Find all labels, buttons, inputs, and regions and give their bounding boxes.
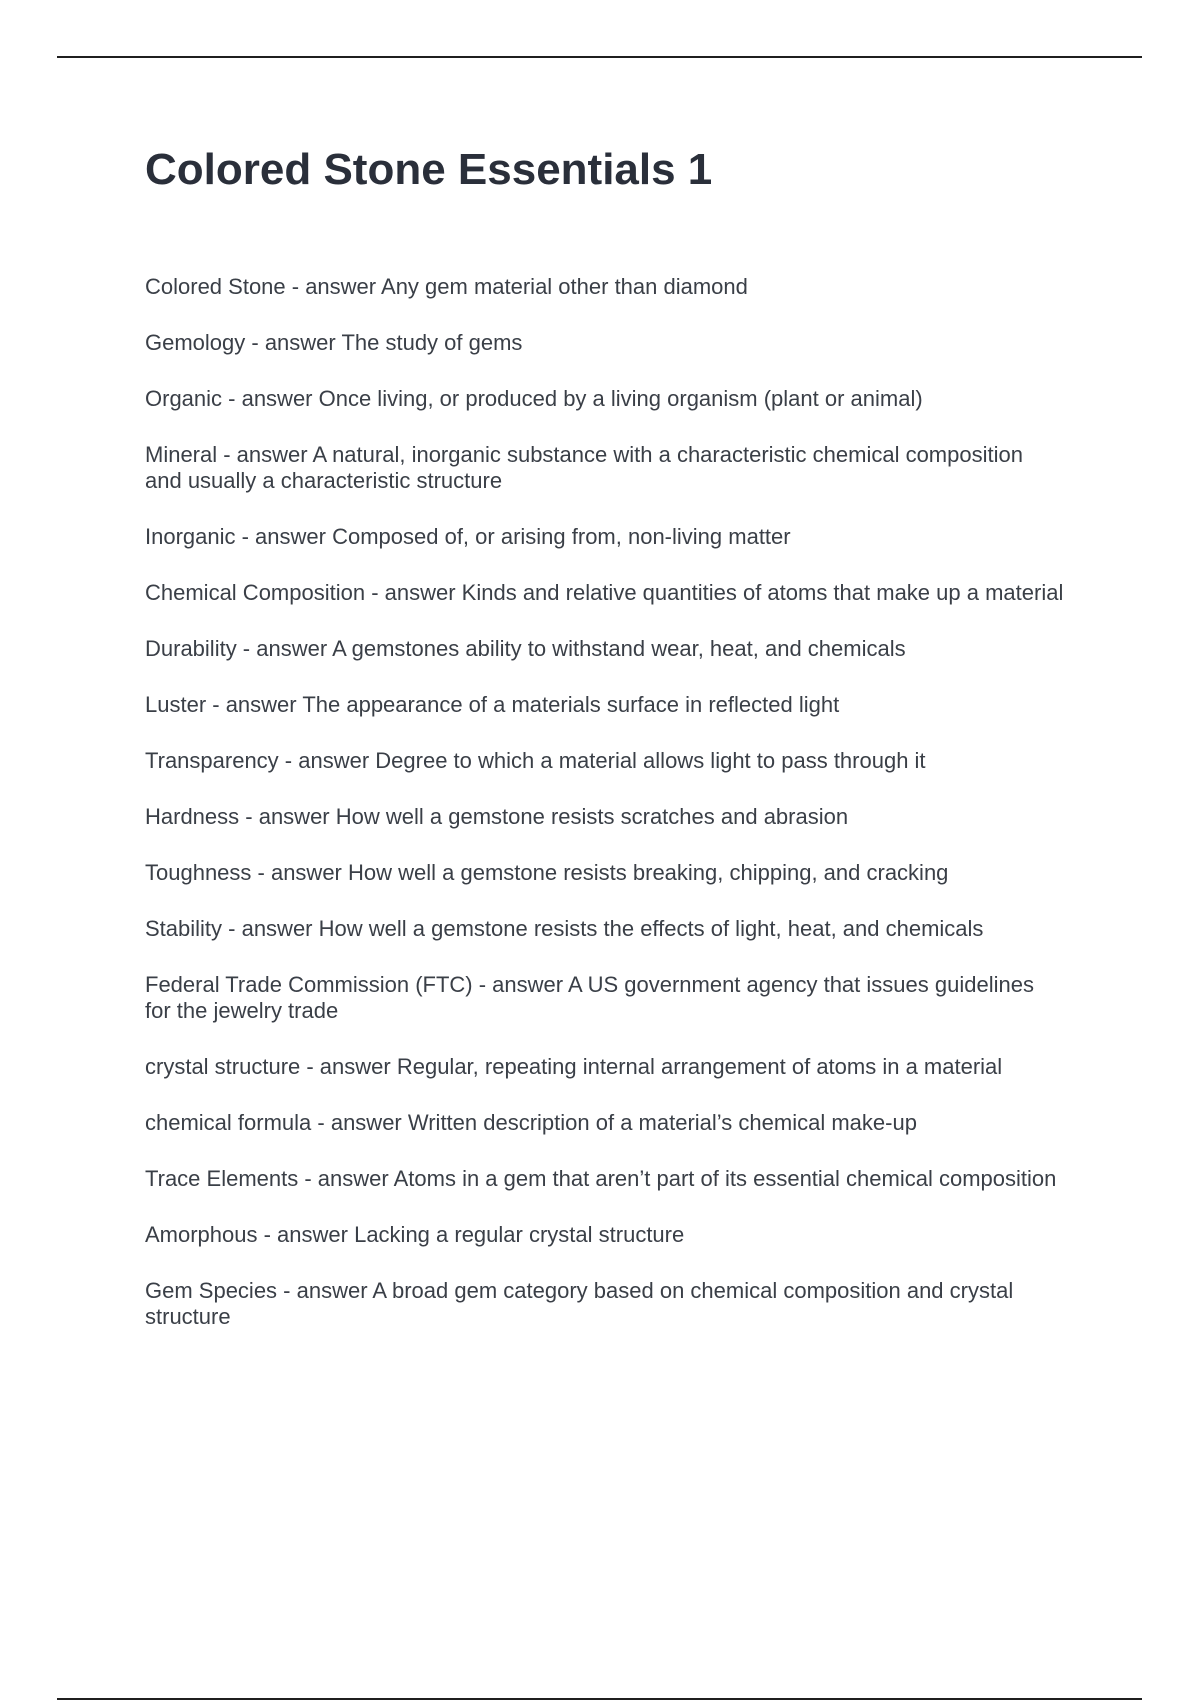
list-item: Stability - answer How well a gemstone resists the effects of light, heat, and chemicals	[145, 916, 984, 941]
list-item: Trace Elements - answer Atoms in a gem that aren’t part of its essential chemical composition	[145, 1166, 1057, 1191]
document-body	[145, 140, 1075, 1360]
list-item: crystal structure - answer Regular, repeating internal arrangement of atoms in a material	[145, 1054, 1003, 1079]
list-item: Mineral - answer A natural, inorganic substance with a characteristic chemical composition and usually a characteristic structure	[145, 442, 1023, 493]
list-item: Organic - answer Once living, or produced by a living organism (plant or animal)	[145, 386, 923, 411]
list-item: Durability - answer A gemstones ability to withstand wear, heat, and chemicals	[145, 636, 906, 661]
list-item: Colored Stone - answer Any gem material other than diamond	[145, 274, 748, 299]
list-item: Chemical Composition - answer Kinds and relative quantities of atoms that make up a material	[145, 580, 1064, 605]
list-item: Transparency - answer Degree to which a material allows light to pass through it	[145, 748, 926, 773]
list-item: Federal Trade Commission (FTC) - answer A US government agency that issues guidelines for the jewelry trade	[145, 972, 1034, 1023]
list-item: Luster - answer The appearance of a materials surface in reflected light	[145, 692, 840, 717]
list-item: Hardness - answer How well a gemstone resists scratches and abrasion	[145, 804, 849, 829]
list-item: Toughness - answer How well a gemstone resists breaking, chipping, and cracking	[145, 860, 949, 885]
list-item: Gem Species - answer A broad gem category based on chemical composition and crystal structure	[145, 1278, 1014, 1329]
list-item: Gemology - answer The study of gems	[145, 330, 523, 355]
list-item: chemical formula - answer Written description of a material’s chemical make-up	[145, 1110, 917, 1135]
flashcard-list	[145, 274, 1075, 1330]
page-title: Colored Stone Essentials 1	[145, 145, 713, 194]
list-item: Amorphous - answer Lacking a regular crystal structure	[145, 1222, 685, 1247]
list-item: Inorganic - answer Composed of, or arising from, non-living matter	[145, 524, 791, 549]
top-divider	[57, 56, 1142, 58]
